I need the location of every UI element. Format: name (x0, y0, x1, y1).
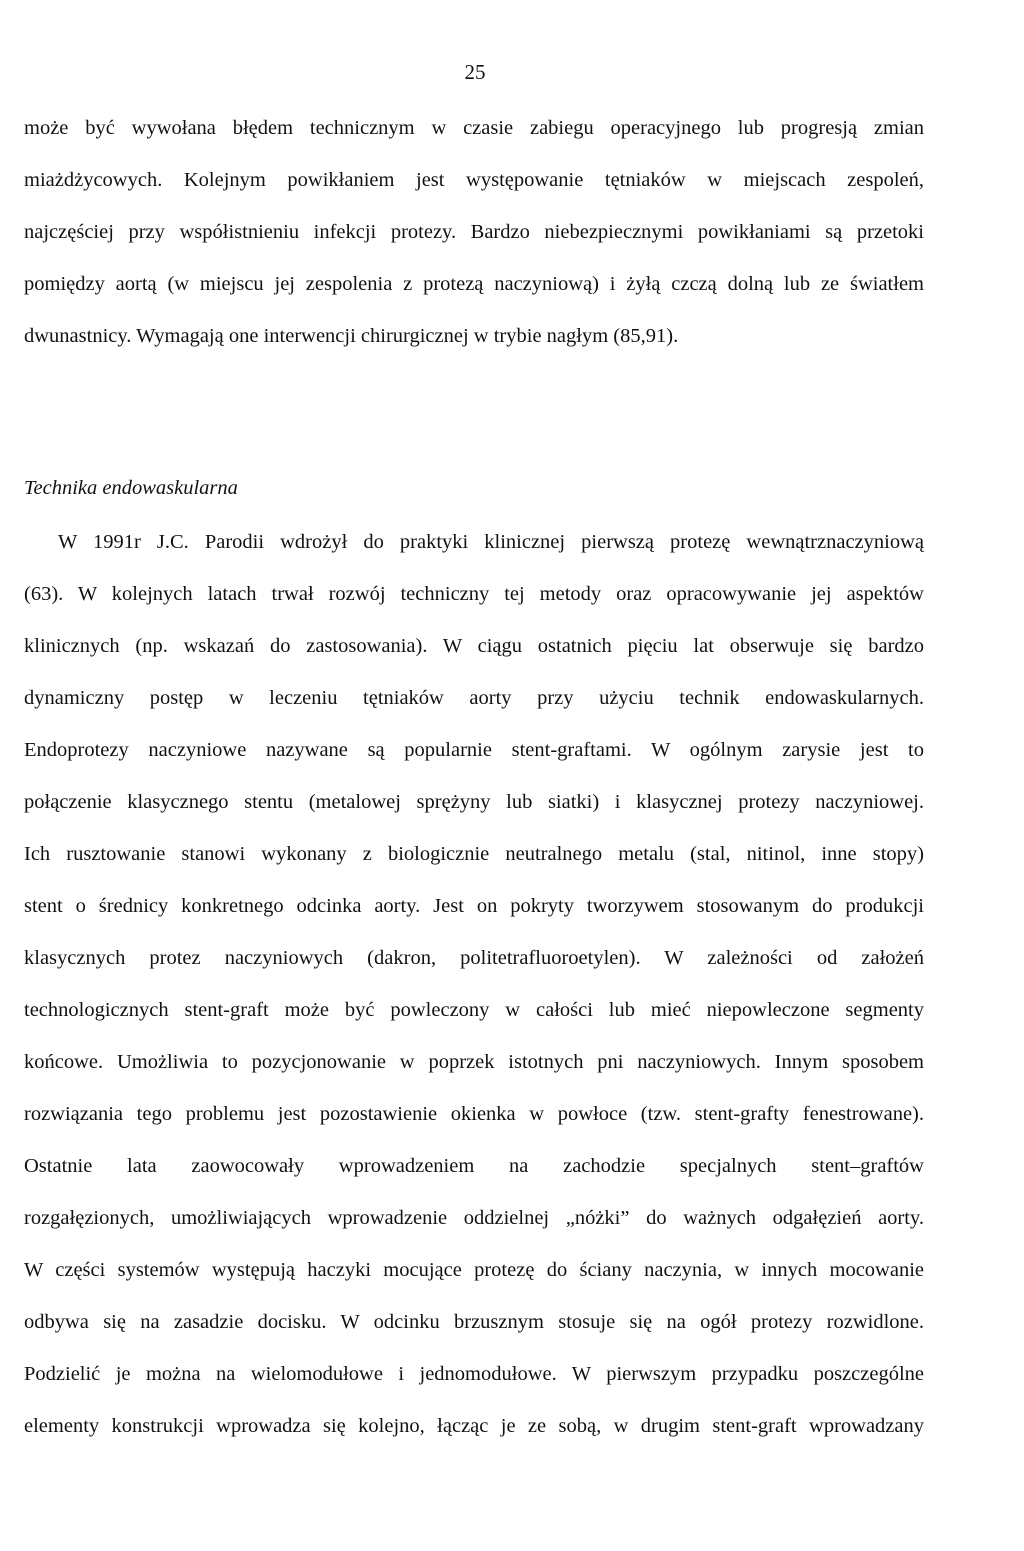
text-line: elementy konstrukcji wprowadza się kolejno, łącząc je ze sobą, w drugim stent-graft wprowadzany (24, 1415, 924, 1437)
text-line: miażdżycowych. Kolejnym powikłaniem jest występowanie tętniaków w miejscach zespoleń, (24, 169, 924, 191)
text-line: dwunastnicy. Wymagają one interwencji chirurgicznej w trybie nagłym (85,91). (24, 325, 679, 347)
page-number: 25 (464, 60, 486, 84)
text-line: rozwiązania tego problemu jest pozostawienie okienka w powłoce (tzw. stent-grafty fenestrowane). (24, 1103, 924, 1125)
text-line: klinicznych (np. wskazań do zastosowania). W ciągu ostatnich pięciu lat obserwuje się bardzo (24, 635, 924, 657)
text-line: końcowe. Umożliwia to pozycjonowanie w poprzek istotnych pni naczyniowych. Innym sposobem (24, 1051, 924, 1073)
text-line: technologicznych stent-graft może być powleczony w całości lub mieć niepowleczone segmenty (24, 999, 924, 1021)
text-line: połączenie klasycznego stentu (metalowej sprężyny lub siatki) i klasycznej protezy naczyniowej. (24, 791, 924, 813)
text-line: najczęściej przy współistnieniu infekcji protezy. Bardzo niebezpiecznymi powikłaniami są przetoki (24, 221, 924, 243)
text-line: W części systemów występują haczyki mocujące protezę do ściany naczynia, w innych mocowanie (24, 1259, 924, 1281)
text-line: klasycznych protez naczyniowych (dakron, politetrafluoroetylen). W zależności od założeń (24, 947, 924, 969)
text-line: (63). W kolejnych latach trwał rozwój techniczny tej metody oraz opracowywanie jej aspektów (24, 583, 924, 605)
section-heading: Technika endowaskularna (24, 477, 238, 499)
text-line: rozgałęzionych, umożliwiających wprowadzenie oddzielnej „nóżki” do ważnych odgałęzień aorty. (24, 1207, 924, 1229)
text-line: pomiędzy aortą (w miejscu jej zespolenia z protezą naczyniową) i żyłą czczą dolną lub ze światłem (24, 273, 924, 295)
text-line: W 1991r J.C. Parodii wdrożył do praktyki klinicznej pierwszą protezę wewnątrznaczyniową (58, 531, 924, 553)
text-line: może być wywołana błędem technicznym w czasie zabiegu operacyjnego lub progresją zmian (24, 117, 924, 139)
text-line: Podzielić je można na wielomodułowe i jednomodułowe. W pierwszym przypadku poszczególne (24, 1363, 924, 1385)
text-line: Ich rusztowanie stanowi wykonany z biologicznie neutralnego metalu (stal, nitinol, inne stopy) (24, 843, 924, 865)
text-line: Endoprotezy naczyniowe nazywane są popularnie stent-graftami. W ogólnym zarysie jest to (24, 739, 924, 761)
text-line: odbywa się na zasadzie docisku. W odcinku brzusznym stosuje się na ogół protezy rozwidlone. (24, 1311, 924, 1333)
text-line: stent o średnicy konkretnego odcinka aorty. Jest on pokryty tworzywem stosowanym do produkcji (24, 895, 924, 917)
text-line: dynamiczny postęp w leczeniu tętniaków aorty przy użyciu technik endowaskularnych. (24, 687, 924, 709)
text-line: Ostatnie lata zaowocowały wprowadzeniem na zachodzie specjalnych stent–graftów (24, 1155, 924, 1177)
